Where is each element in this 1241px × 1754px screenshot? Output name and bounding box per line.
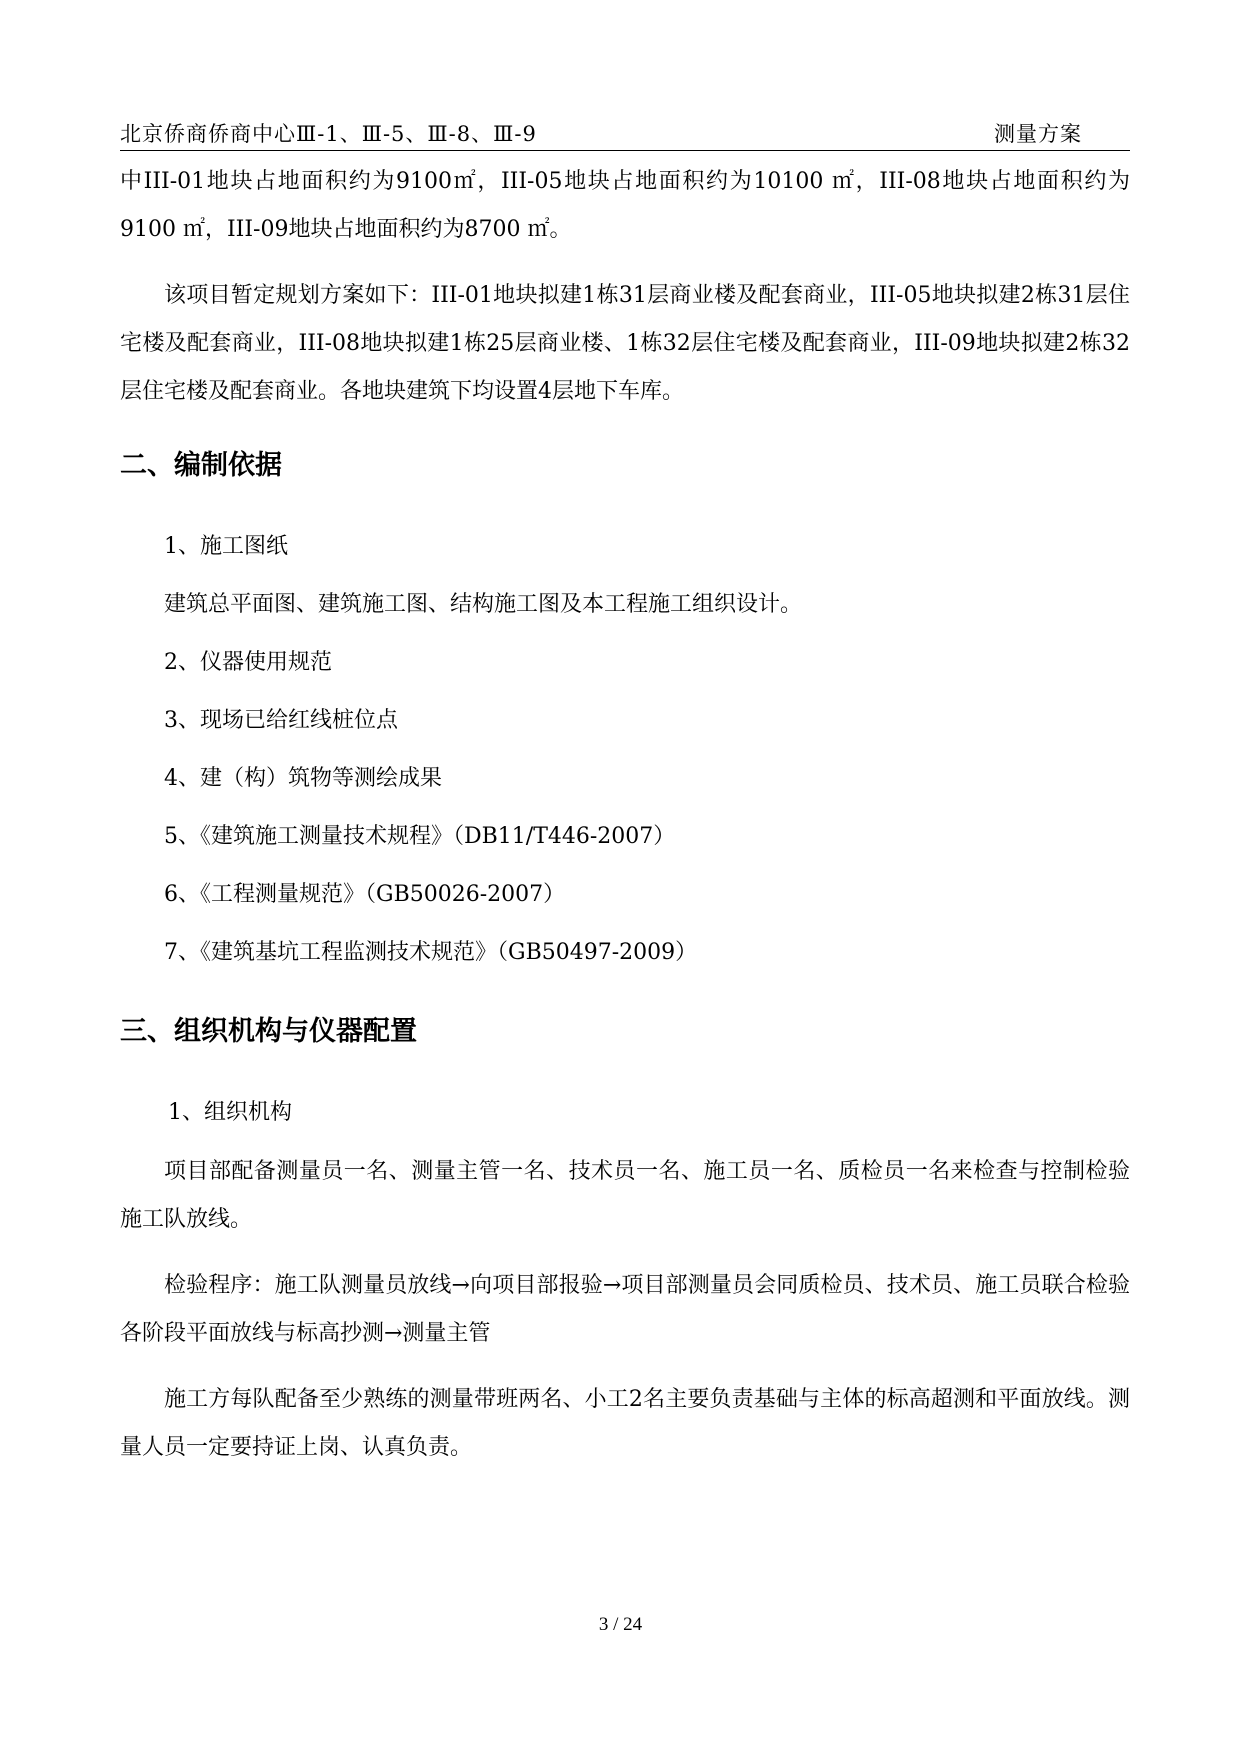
basis-item: 6、《工程测量规范》（GB50026-2007）: [164, 882, 566, 907]
organization-paragraph-procedure: 检验程序：施工队测量员放线→向项目部报验→项目部测量员会同质检员、技术员、施工员联合检验各阶段平面放线与标高抄测→测量主管: [120, 1273, 1130, 1346]
subsection-organization: 1、组织机构: [168, 1100, 292, 1125]
section-heading-basis: 二、编制依据: [120, 450, 282, 481]
basis-item: 1、施工图纸: [164, 534, 288, 559]
basis-item: 5、《建筑施工测量技术规程》（DB11/T446-2007）: [164, 824, 676, 849]
organization-paragraph-staff: 项目部配备测量员一名、测量主管一名、技术员一名、施工员一名、质检员一名来检查与控制检验施工队放线。: [120, 1159, 1130, 1232]
page-number: 3 / 24: [598, 1614, 643, 1635]
header-project-title: 北京侨商侨商中心Ⅲ-1、Ⅲ-5、Ⅲ-8、Ⅲ-9: [120, 122, 537, 146]
section-heading-organization: 三、组织机构与仪器配置: [120, 1016, 417, 1047]
basis-item: 2、仪器使用规范: [164, 650, 332, 675]
basis-item: 3、现场已给红线桩位点: [164, 708, 398, 733]
intro-paragraph-area: 中III-01地块占地面积约为9100㎡，III-05地块占地面积约为10100 ㎡，III-08地块占地面积约为9100 ㎡，III-09地块占地面积约为8700 ㎡。: [120, 169, 1130, 242]
organization-paragraph-crew: 施工方每队配备至少熟练的测量带班两名、小工2名主要负责基础与主体的标高超测和平面放线。测量人员一定要持证上岗、认真负责。: [120, 1387, 1130, 1460]
page-content: [120, 158, 1130, 1472]
basis-item: 建筑总平面图、建筑施工图、结构施工图及本工程施工组织设计。: [164, 592, 803, 617]
header-doc-type: 测量方案: [994, 122, 1082, 146]
intro-paragraph-plan: 该项目暂定规划方案如下：III-01地块拟建1栋31层商业楼及配套商业，III-05地块拟建2栋31层住宅楼及配套商业，III-08地块拟建1栋25层商业楼、1栋32层住宅楼及配套商业，III-09地块拟建2栋32层住宅楼及配套商业。各地块建筑下均设置4层地下车库。: [120, 283, 1130, 404]
basis-item: 4、建（构）筑物等测绘成果: [164, 766, 442, 791]
basis-item: 7、《建筑基坑工程监测技术规范》（GB50497-2009）: [164, 940, 698, 965]
page-header: [120, 116, 1130, 151]
basis-list: [120, 518, 1130, 982]
